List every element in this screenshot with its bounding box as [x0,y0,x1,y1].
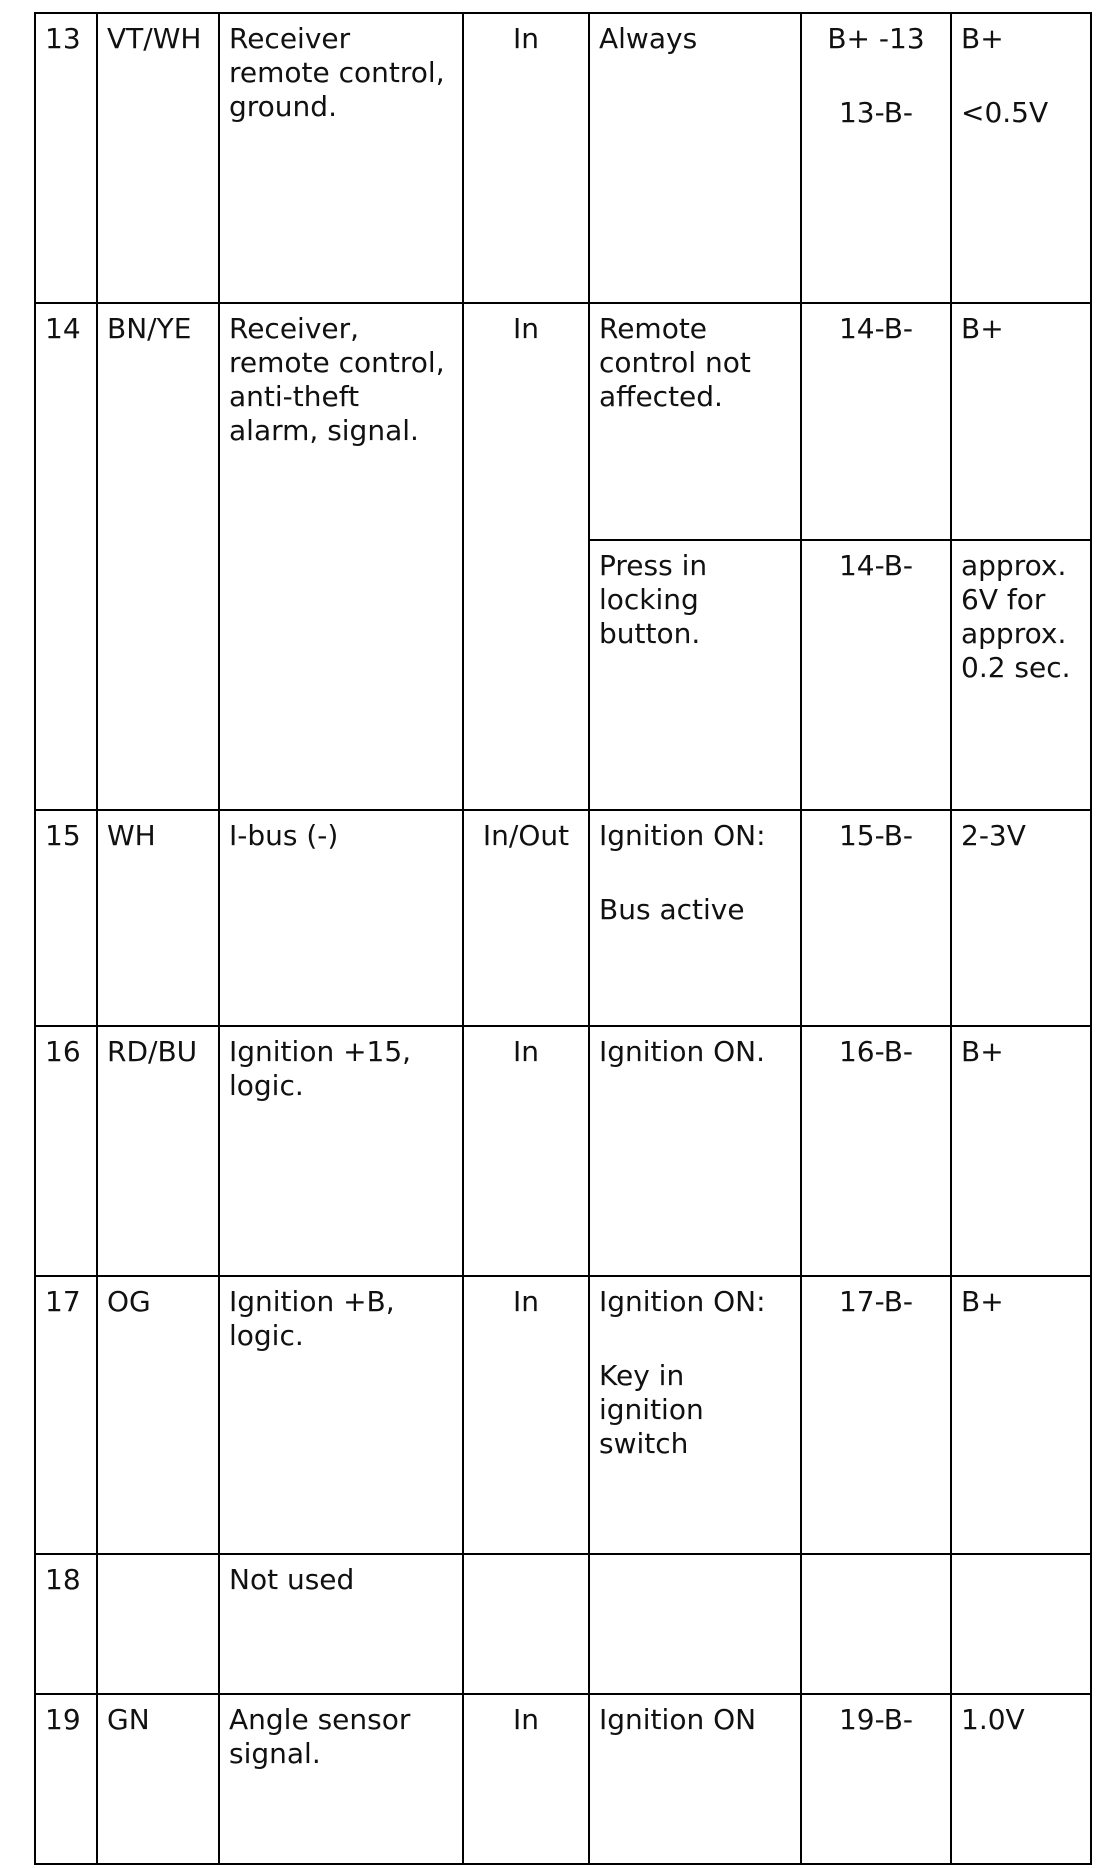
test-points-text: 13-B- [838,96,914,129]
table-row [35,1026,1091,1276]
nominal-value-text: B+ [961,22,1004,55]
nominal-value [951,13,1091,303]
line-gap [599,853,791,893]
pin-number-text: 17 [45,1285,81,1318]
pin-number [35,1276,97,1554]
pin-description-text: Not used [229,1563,355,1596]
line-gap [961,56,1081,96]
nominal-value [951,540,1091,810]
test-condition [589,303,801,540]
pin-description-text: I-bus (-) [229,819,339,852]
pin-description-text: Ignition +B, logic. [229,1285,395,1352]
line-gap [811,56,941,96]
test-points-text: 15-B- [838,819,914,852]
wire-color-text: BN/YE [107,312,192,345]
test-points [801,1026,951,1276]
pin-description [219,810,463,1026]
pin-number-text: 13 [45,22,81,55]
test-points [801,810,951,1026]
test-condition [589,540,801,810]
test-points-text: B+ -13 [827,22,925,55]
wire-color [97,303,219,810]
wire-color [97,13,219,303]
table-body [35,13,1091,1864]
signal-direction [463,1694,589,1864]
nominal-value-text: approx. 6V for approx. 0.2 sec. [961,549,1071,684]
test-condition-text: Ignition ON: [599,1285,766,1318]
pin-description-text: Ignition +15, logic. [229,1035,412,1102]
test-points [801,13,951,303]
test-points [801,1276,951,1554]
signal-direction [463,303,589,810]
pin-description [219,1694,463,1864]
wire-color-text: VT/WH [107,22,202,55]
test-condition-text: Ignition ON: [599,819,766,852]
pin-description-text: Receiver remote control, ground. [229,22,445,123]
line-gap [599,1319,791,1359]
test-points-text: 17-B- [838,1285,914,1318]
nominal-value-text: B+ [961,1285,1004,1318]
pin-number [35,303,97,810]
signal-direction [463,13,589,303]
signal-direction [463,1026,589,1276]
nominal-value [951,1554,1091,1694]
test-condition [589,1276,801,1554]
pin-description [219,13,463,303]
table-row [35,810,1091,1026]
test-condition [589,810,801,1026]
signal-direction-text: In/Out [482,819,570,852]
test-condition [589,1554,801,1694]
pin-number-text: 19 [45,1703,81,1736]
test-condition-text: Remote control not affected. [599,312,751,413]
test-points [801,540,951,810]
test-points [801,1694,951,1864]
pin-description [219,303,463,810]
pinout-table [34,12,1092,1865]
pin-description-text: Angle sensor signal. [229,1703,411,1770]
wire-color-text: GN [107,1703,150,1736]
pin-description [219,1276,463,1554]
signal-direction-text: In [512,1285,539,1318]
nominal-value-text: 2-3V [961,819,1026,852]
nominal-value [951,810,1091,1026]
test-points-text: 14-B- [838,549,914,582]
nominal-value [951,1026,1091,1276]
nominal-value-text: <0.5V [961,96,1049,129]
pin-number-text: 18 [45,1563,81,1596]
table-row [35,13,1091,303]
test-points-text: 19-B- [838,1703,914,1736]
pin-number [35,1694,97,1864]
signal-direction-text: In [512,1035,539,1068]
nominal-value [951,303,1091,540]
test-condition-text: Ignition ON. [599,1035,765,1068]
test-points [801,303,951,540]
nominal-value-text: B+ [961,312,1004,345]
signal-direction-text: In [512,312,539,345]
wire-color [97,1276,219,1554]
test-condition [589,1026,801,1276]
signal-direction [463,1554,589,1694]
pin-number-text: 15 [45,819,81,852]
pin-number [35,810,97,1026]
pin-number [35,1554,97,1694]
test-condition [589,1694,801,1864]
wire-color [97,810,219,1026]
test-condition-text: Bus active [599,893,745,926]
test-condition-text: Always [599,22,698,55]
pin-number-text: 14 [45,312,81,345]
wire-color-text: WH [107,819,156,852]
pin-number [35,1026,97,1276]
test-points-text: 14-B- [838,312,914,345]
wire-color-text: OG [107,1285,151,1318]
test-points [801,1554,951,1694]
table-row [35,1554,1091,1694]
signal-direction-text: In [512,1703,539,1736]
wire-color-text: RD/BU [107,1035,198,1068]
signal-direction [463,1276,589,1554]
pin-description [219,1026,463,1276]
wire-color [97,1694,219,1864]
nominal-value-text: 1.0V [961,1703,1025,1736]
test-condition-text: Key in ignition switch [599,1359,704,1460]
signal-direction [463,810,589,1026]
test-points-text: 16-B- [838,1035,914,1068]
test-condition-text: Press in locking button. [599,549,708,650]
pin-description [219,1554,463,1694]
pin-number-text: 16 [45,1035,81,1068]
pin-number [35,13,97,303]
test-condition [589,13,801,303]
table-row [35,303,1091,540]
test-condition-text: Ignition ON [599,1703,757,1736]
wire-color [97,1026,219,1276]
nominal-value-text: B+ [961,1035,1004,1068]
signal-direction-text: In [512,22,539,55]
nominal-value [951,1694,1091,1864]
table-row [35,1276,1091,1554]
nominal-value [951,1276,1091,1554]
wire-color [97,1554,219,1694]
table-row [35,1694,1091,1864]
pin-description-text: Receiver, remote control, anti-theft alarm, signal. [229,312,445,447]
